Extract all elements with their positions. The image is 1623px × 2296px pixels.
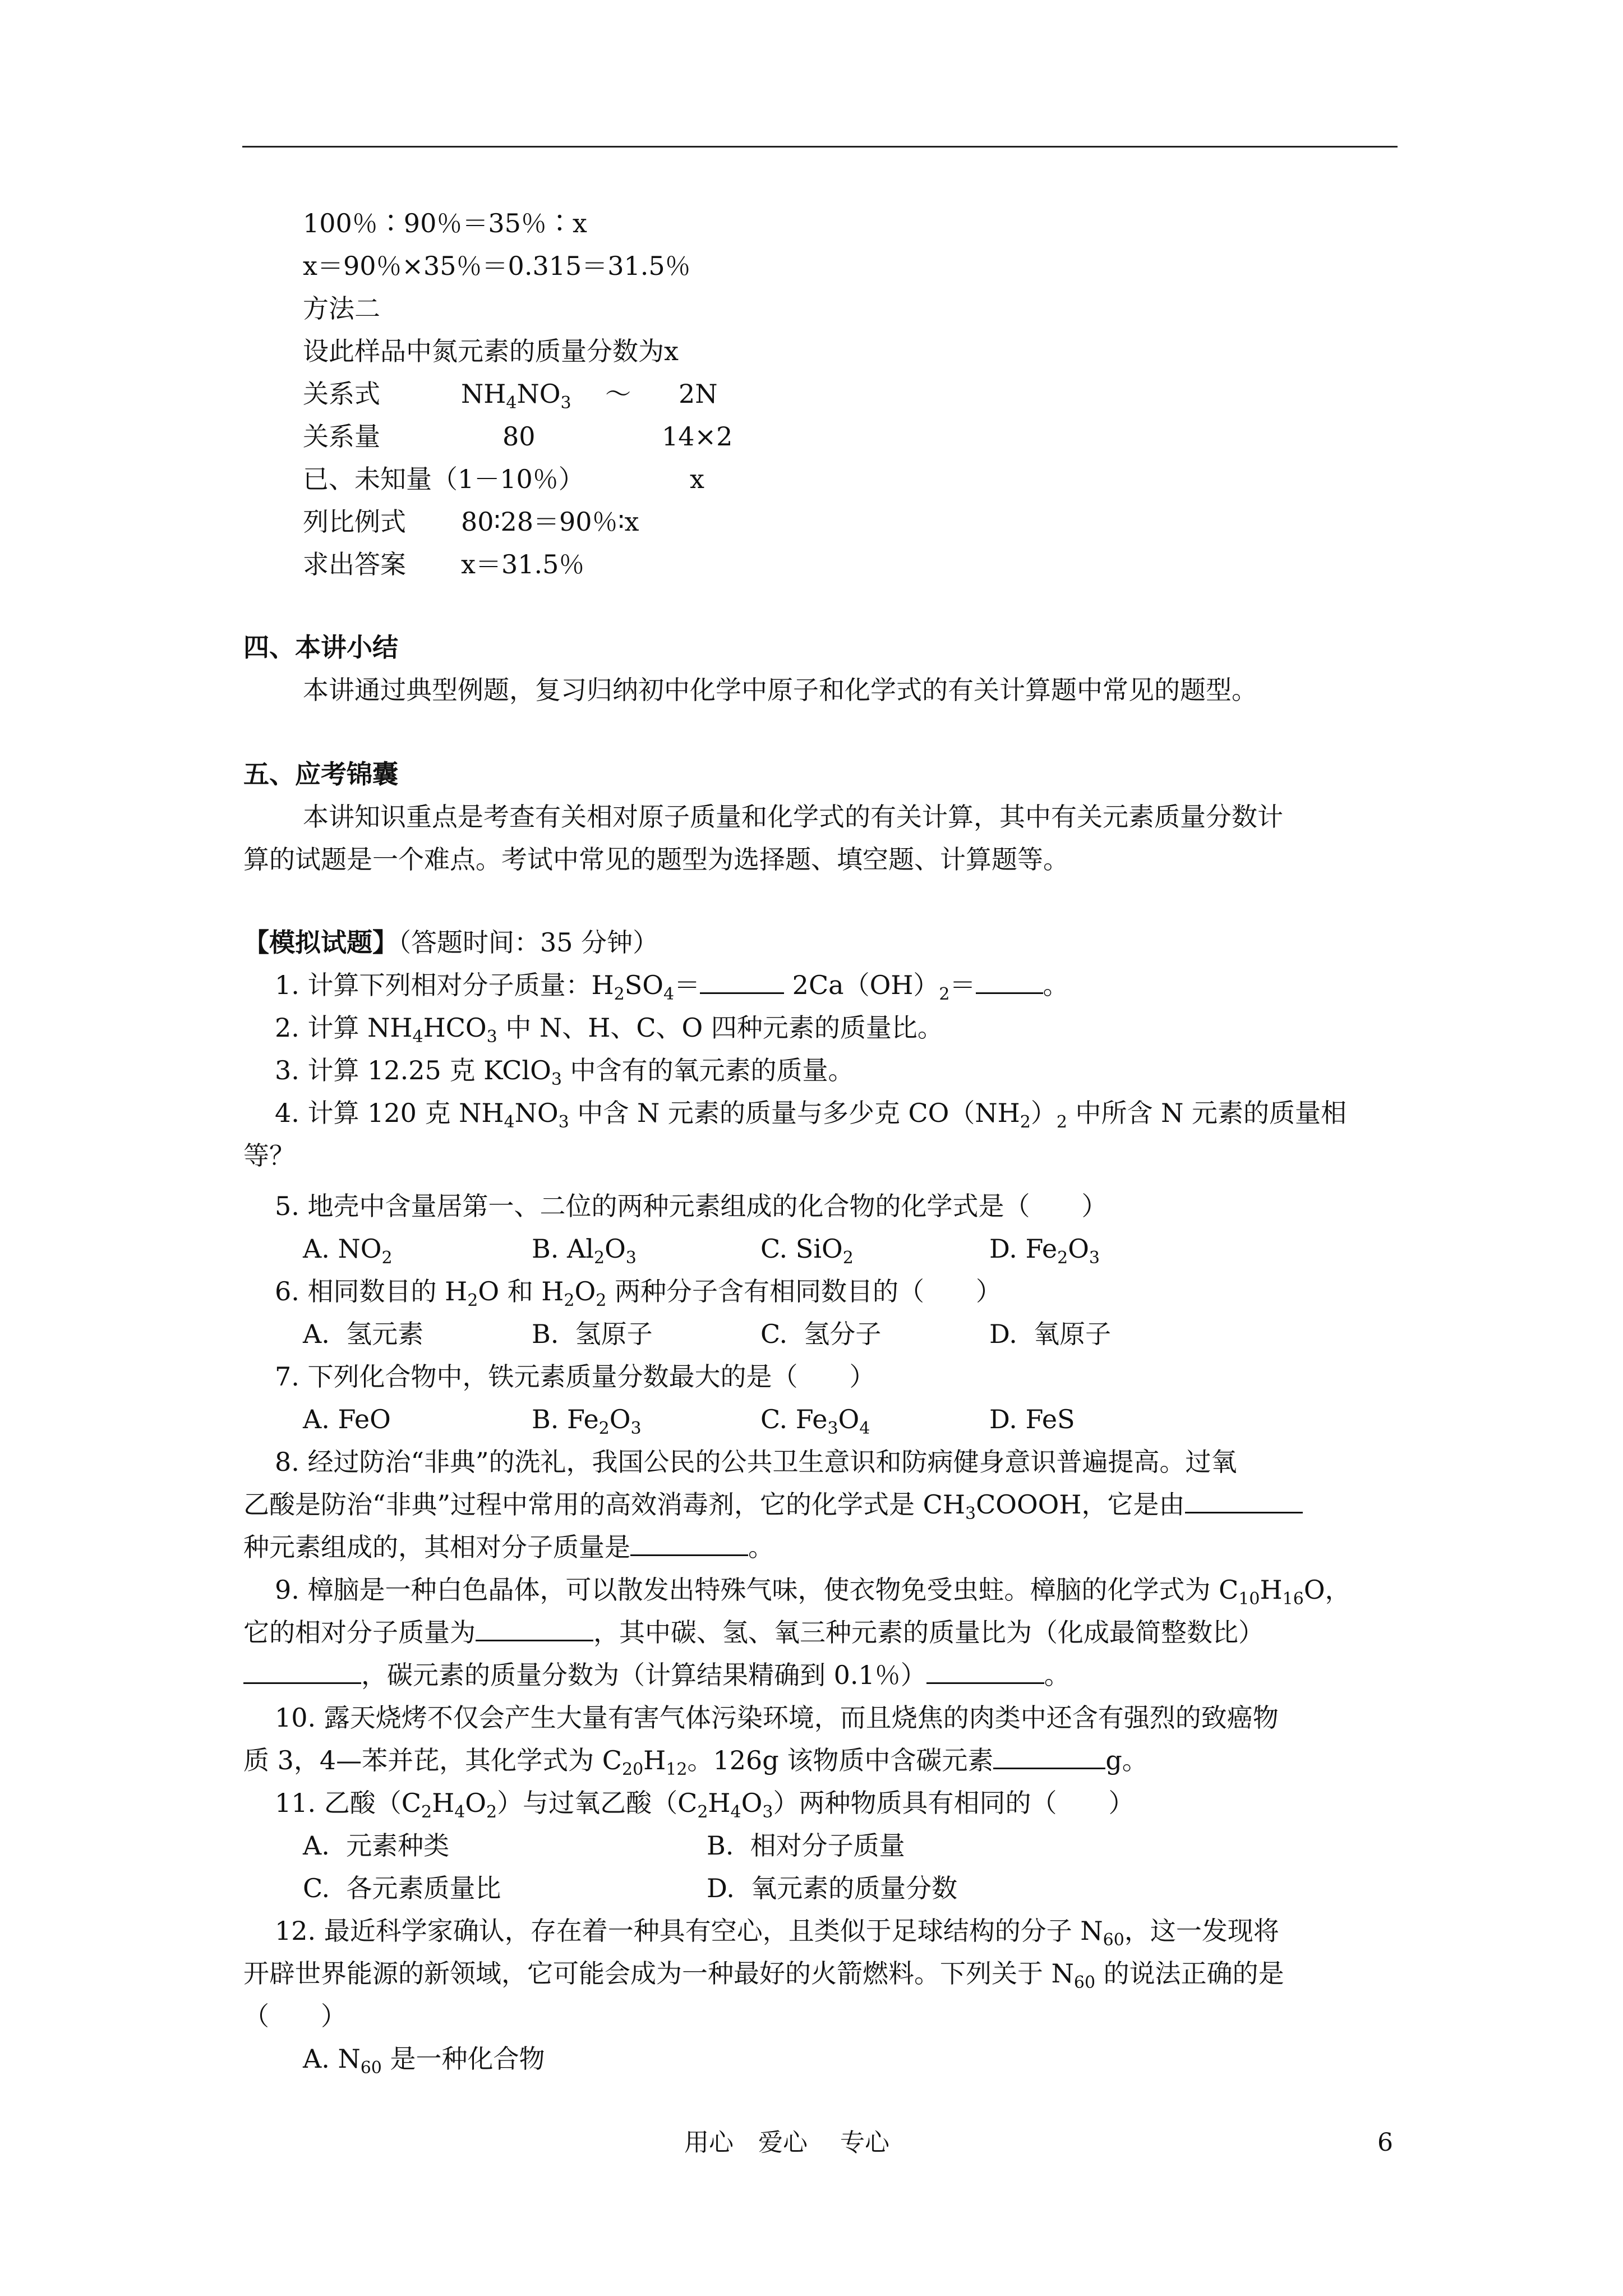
known-label: 已、未知量（1－10％） xyxy=(303,464,584,494)
q11-option-d: D. 氧元素的质量分数 xyxy=(707,1873,958,1903)
question-8-line1: 8. 经过防治“非典”的洗礼，我国公民的公共卫生意识和防病健身意识普遍提高。过氧 xyxy=(275,1447,1237,1477)
question-2: 2. 计算 $NH_4HCO_3$ 中 N、H、C、O 四种元素的质量比。 xyxy=(275,1013,943,1047)
question-8-line3: 种元素组成的，其相对分子质量是 。 xyxy=(243,1532,774,1562)
mock-title: 【模拟试题】 xyxy=(243,927,398,958)
method2-intro: 设此样品中氮元素的质量分数为x xyxy=(303,336,679,366)
q6-option-d: D. 氧原子 xyxy=(989,1319,1112,1349)
quantity-a: 80 xyxy=(502,421,536,452)
q6-option-b: B. 氢原子 xyxy=(532,1319,653,1349)
known-x: x xyxy=(690,464,704,494)
question-9-line1: 9. 樟脑是一种白色晶体，可以散发出特殊气味，使衣物免受虫蛀。樟脑的化学式为 $C_{10}H_{16}O$， xyxy=(275,1575,1351,1609)
q6-option-c: C. 氢分子 xyxy=(760,1319,882,1349)
section5-body2: 算的试题是一个难点。考试中常见的题型为选择题、填空题、计算题等。 xyxy=(243,844,1069,875)
q12-option-a: A. $N_{60}$ 是一种化合物 xyxy=(303,2044,545,2078)
q11-option-c: C. 各元素质量比 xyxy=(303,1873,501,1903)
relation-n: 2N xyxy=(679,379,718,409)
header-rule xyxy=(242,146,1398,148)
question-6: 6. 相同数目的 $H_2O$ 和 $H_2O_2$ 两种分子含有相同数目的（ ） xyxy=(275,1276,1002,1310)
footer-motto: 用心 爱心 专心 xyxy=(684,2128,889,2157)
answer-label: 求出答案 xyxy=(303,549,406,579)
method1-line2: x＝90％×35％＝0.315＝31.5％ xyxy=(303,251,691,281)
section5-body1: 本讲知识重点是考查有关相对原子质量和化学式的有关计算，其中有关元素质量分数计 xyxy=(303,802,1283,832)
question-12-paren: （ ） xyxy=(243,2001,347,2031)
q9-formula-end: O， xyxy=(1303,1575,1351,1605)
question-9-line3: ，碳元素的质量分数为（计算结果精确到 0.1％） 。 xyxy=(243,1658,1070,1692)
question-5: 5. 地壳中含量居第一、二位的两种元素组成的化合物的化学式是（ ） xyxy=(275,1191,1108,1221)
question-9-line2: 它的相对分子质量为 ，其中碳、氢、氧三种元素的质量比为（化成最简整数比） xyxy=(243,1617,1264,1648)
q5-option-a: A. $NO_2$ xyxy=(303,1234,393,1268)
q12-text: 12. 最近科学家确认，存在着一种具有空心，且类似于足球结构的分子 N xyxy=(275,1916,1103,1946)
method2-title: 方法二 xyxy=(303,293,380,324)
question-11: 11. 乙酸$(C_2H_4O_2)$与过氧乙酸$(C_2H_4O_3)$两种物质具有相同的（ ） xyxy=(275,1788,1135,1822)
q7-option-d: D. FeS xyxy=(989,1404,1075,1434)
q7-option-c: C. $Fe_3O_4$ xyxy=(760,1404,870,1438)
q11-option-a: A. 元素种类 xyxy=(303,1830,450,1861)
page-number: 6 xyxy=(1377,2128,1393,2157)
quantity-label: 关系量 xyxy=(303,421,380,452)
q5-option-b: B. $Al_2O_3$ xyxy=(532,1234,637,1268)
question-3: 3. 计算 12.25 克 KClO$_3$ 中含有的氧元素的质量。 xyxy=(275,1055,854,1089)
question-12-line2: 开辟世界能源的新领域，它可能会成为一种最好的火箭燃料。下列关于 $N_{60}$ 的说法正确的是 xyxy=(243,1958,1284,1993)
question-8-line2: 乙酸是防治“非典”过程中常用的高效消毒剂，它的化学式是 $CH_3COOOH$，它是由 xyxy=(243,1488,1303,1521)
relation-label: 关系式 xyxy=(303,379,380,409)
question-4-line1: 4. 计算 120 克 $NH_4NO_3$ 中含 N 元素的质量与多少克 $CO(NH_2)_2$ 中所含 N 元素的质量相 xyxy=(275,1098,1347,1132)
ratio-value: 80∶28＝90％∶x xyxy=(461,507,639,537)
q7-option-b: B. $Fe_2O_3$ xyxy=(532,1404,642,1438)
mock-heading xyxy=(243,926,658,959)
question-10-line2: 质 3，4—苯并芘，其化学式为 $C_{20}H_{12}$。126g 该物质中含碳元素 g。 xyxy=(243,1745,1148,1779)
question-10-line1: 10. 露天烧烤不仅会产生大量有害气体污染环境，而且烧焦的肉类中还含有强烈的致癌物 xyxy=(275,1703,1279,1733)
question-4-line2: 等？ xyxy=(243,1140,295,1171)
question-12-line1: 12. 最近科学家确认，存在着一种具有空心，且类似于足球结构的分子 $N_{60}$，这一发现将 xyxy=(275,1916,1279,1950)
section5-heading: 五、应考锦囊 xyxy=(243,759,398,789)
section4-body: 本讲通过典型例题，复习归纳初中化学中原子和化学式的有关计算题中常见的题型。 xyxy=(303,675,1257,705)
mock-time: （答题时间：35 分钟） xyxy=(398,927,659,958)
q6-option-a: A. 氢元素 xyxy=(303,1319,424,1349)
q5-option-d: D. $Fe_2O_3$ xyxy=(989,1234,1100,1268)
relation-formula: $NH_4NO_3$ ～ xyxy=(461,379,631,413)
q5-option-c: C. SiO$_2$ xyxy=(760,1234,854,1268)
section4-heading: 四、本讲小结 xyxy=(243,632,398,662)
question-7: 7. 下列化合物中，铁元素质量分数最大的是（ ） xyxy=(275,1361,875,1392)
quantity-b: 14×2 xyxy=(662,421,733,452)
ratio-label: 列比例式 xyxy=(303,507,406,537)
answer-value: x＝31.5％ xyxy=(461,549,585,579)
method1-line1: 100％∶90％＝35％∶x xyxy=(303,208,587,238)
q7-option-a: A. FeO xyxy=(303,1404,391,1434)
q11-option-b: B. 相对分子质量 xyxy=(707,1830,905,1861)
question-1: 1. 计算下列相对分子质量：$H_2SO_4= 2Ca(OH)_2=$ 。 xyxy=(275,970,1069,1004)
